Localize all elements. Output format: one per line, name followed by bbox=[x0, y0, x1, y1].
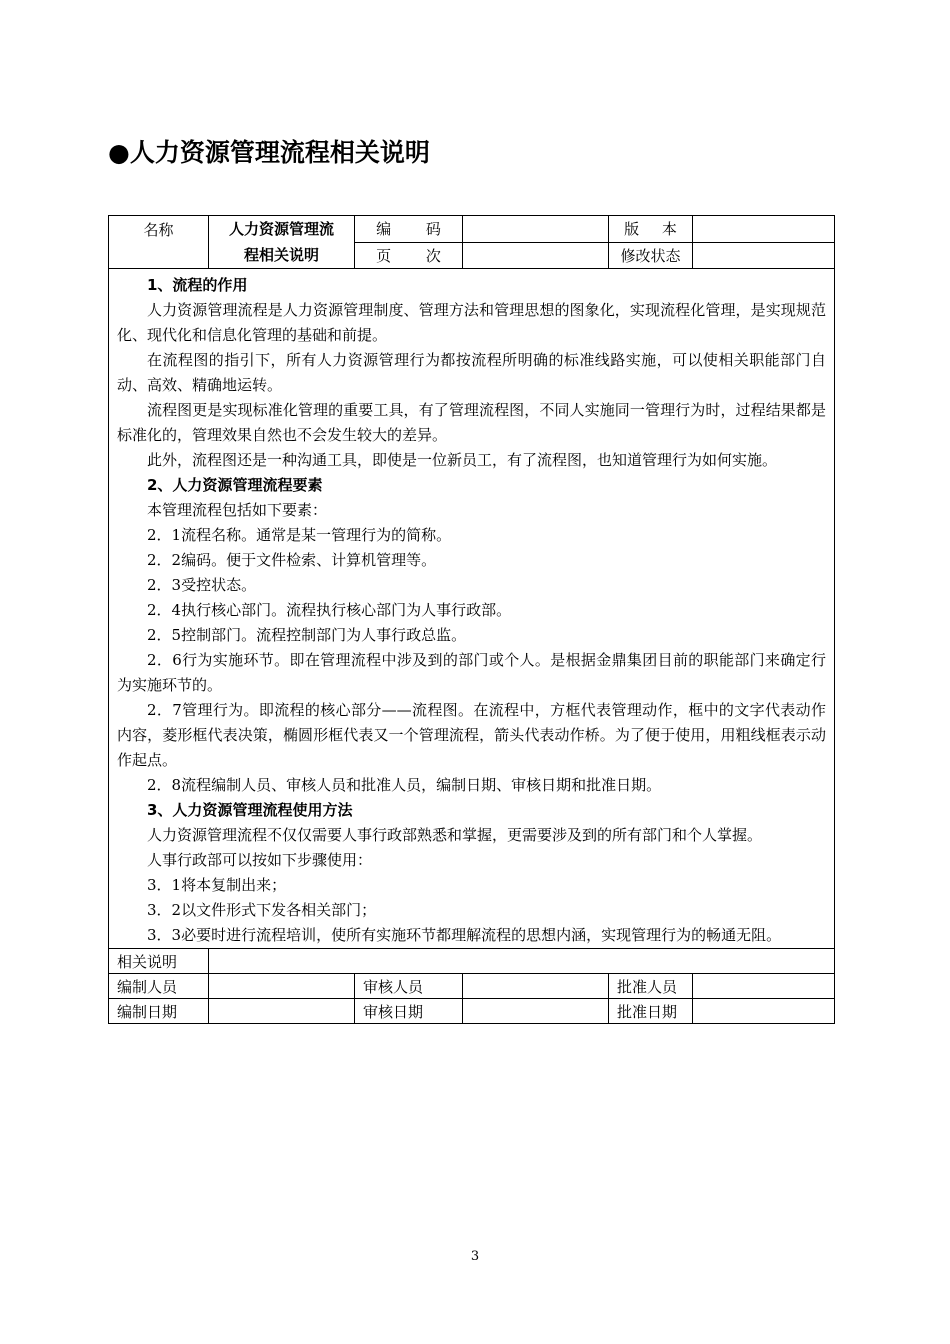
approve-date-value bbox=[693, 999, 835, 1024]
body-paragraph: 本管理流程包括如下要素： bbox=[147, 501, 328, 519]
body-paragraph: 人力资源管理流程是人力资源管理制度、管理方法和管理思想的图象化，实现流程化管理，是实现规范化、现代化和信息化管理的基础和前提。 bbox=[117, 301, 826, 344]
editor-label: 编制人员 bbox=[109, 974, 209, 999]
page-value bbox=[463, 242, 609, 269]
page-title bbox=[108, 133, 430, 169]
body-paragraph: 2．4执行核心部门。流程执行核心部门为人事行政部。 bbox=[147, 601, 512, 619]
body-paragraph: 3．1将本复制出来； bbox=[147, 876, 287, 894]
body-content bbox=[109, 269, 835, 949]
revision-value bbox=[693, 242, 835, 269]
name-value bbox=[209, 216, 355, 269]
review-date-label: 审核日期 bbox=[355, 999, 463, 1024]
title-text: ●人力资源管理流程相关说明 bbox=[108, 138, 430, 167]
code-label: 编 码 bbox=[355, 216, 463, 243]
body-paragraph: 2．7管理行为。即流程的核心部分——流程图。在流程中，方框代表管理动作，框中的文字代表动作内容，菱形框代表决策，椭圆形框代表又一个管理流程，箭头代表动作桥。为了便于使用，用粗线框表示动作起点。 bbox=[117, 701, 826, 769]
name-value-line2: 程相关说明 bbox=[243, 246, 319, 264]
page-number: 3 bbox=[470, 1249, 480, 1264]
edit-date-label: 编制日期 bbox=[109, 999, 209, 1024]
body-paragraph: 在流程图的指引下，所有人力资源管理行为都按流程所明确的标准线路实施，可以使相关职能部门自动、高效、精确地运转。 bbox=[117, 351, 826, 394]
section-heading: 1、流程的作用 bbox=[147, 276, 248, 294]
approver-value bbox=[693, 974, 835, 999]
body-paragraph: 2．5控制部门。流程控制部门为人事行政总监。 bbox=[147, 626, 467, 644]
body-paragraph: 2．2编码。便于文件检索、计算机管理等。 bbox=[147, 551, 437, 569]
page-label: 页 次 bbox=[355, 242, 463, 269]
body-paragraph: 人事行政部可以按如下步骤使用： bbox=[147, 851, 373, 869]
body-paragraph: 流程图更是实现标准化管理的重要工具，有了管理流程图，不同人实施同一管理行为时，过程结果都是标准化的，管理效果自然也不会发生较大的差异。 bbox=[117, 401, 826, 444]
section-heading: 3、人力资源管理流程使用方法 bbox=[147, 801, 353, 819]
notes-label: 相关说明 bbox=[109, 949, 209, 974]
body-paragraph: 2．1流程名称。通常是某一管理行为的简称。 bbox=[147, 526, 452, 544]
reviewer-label: 审核人员 bbox=[355, 974, 463, 999]
reviewer-value bbox=[463, 974, 609, 999]
version-value bbox=[693, 216, 835, 243]
body-row bbox=[109, 269, 835, 949]
dates-row bbox=[109, 999, 835, 1024]
version-label: 版 本 bbox=[609, 216, 693, 243]
notes-row bbox=[109, 949, 835, 974]
body-paragraph: 3．2以文件形式下发各相关部门； bbox=[147, 901, 377, 919]
approve-date-label: 批准日期 bbox=[609, 999, 693, 1024]
review-date-value bbox=[463, 999, 609, 1024]
section-heading: 2、人力资源管理流程要素 bbox=[147, 476, 323, 494]
edit-date-value bbox=[209, 999, 355, 1024]
revision-label: 修改状态 bbox=[609, 242, 693, 269]
body-paragraph: 2．8流程编制人员、审核人员和批准人员，编制日期、审核日期和批准日期。 bbox=[147, 776, 662, 794]
header-row-1 bbox=[109, 216, 835, 243]
body-paragraph: 2．6行为实施环节。即在管理流程中涉及到的部门或个人。是根据金鼎集团目前的职能部门来确定行为实施环节的。 bbox=[117, 651, 826, 694]
body-paragraph: 3．3必要时进行流程培训，使所有实施环节都理解流程的思想内涵，实现管理行为的畅通无阻。 bbox=[147, 926, 782, 944]
process-info-table bbox=[108, 215, 835, 1024]
name-value-line1: 人力资源管理流 bbox=[228, 220, 334, 238]
body-paragraph: 2．3受控状态。 bbox=[147, 576, 257, 594]
notes-value bbox=[209, 949, 835, 974]
name-label: 名称 bbox=[109, 216, 209, 269]
body-paragraph: 此外，流程图还是一种沟通工具，即使是一位新员工，有了流程图，也知道管理行为如何实施。 bbox=[147, 451, 778, 469]
personnel-row bbox=[109, 974, 835, 999]
approver-label: 批准人员 bbox=[609, 974, 693, 999]
editor-value bbox=[209, 974, 355, 999]
code-value bbox=[463, 216, 609, 243]
body-paragraph: 人力资源管理流程不仅仅需要人事行政部熟悉和掌握，更需要涉及到的所有部门和个人掌握。 bbox=[147, 826, 763, 844]
